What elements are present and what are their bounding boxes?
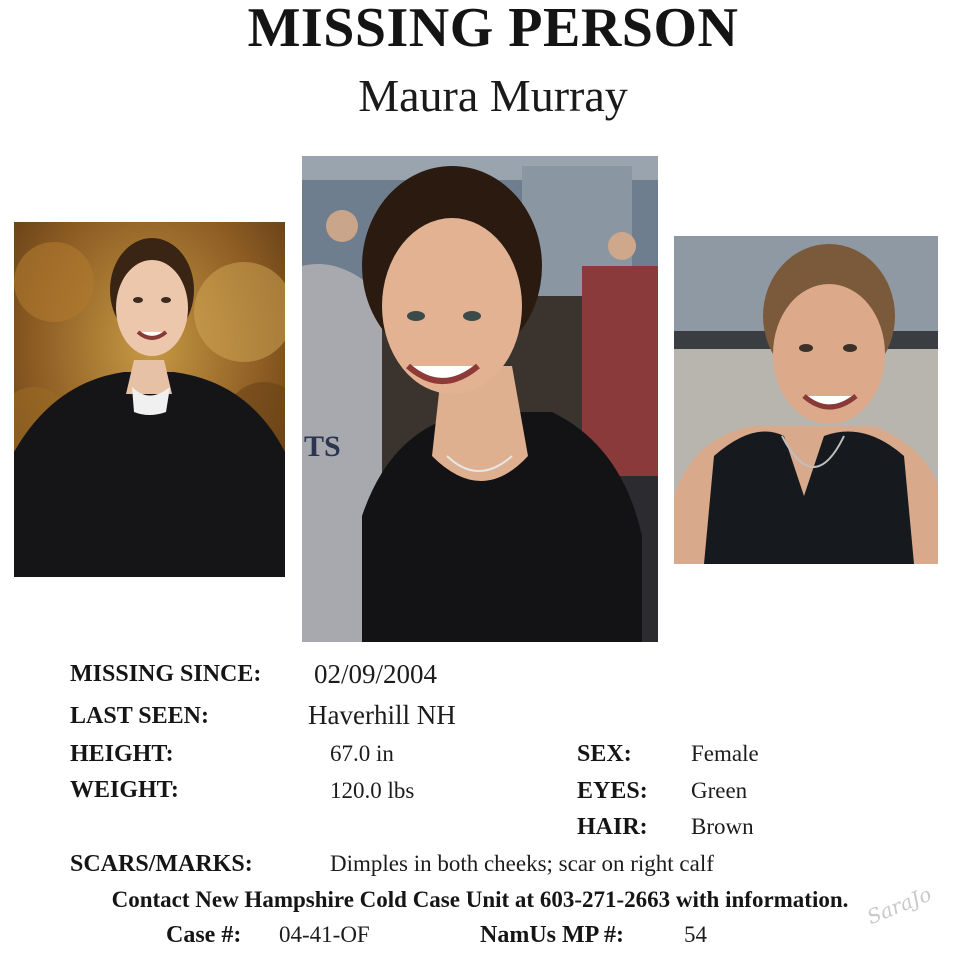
eyes-value: Green: [691, 778, 748, 803]
poster-title: MISSING PERSON: [247, 0, 739, 59]
photo-right: [674, 236, 938, 564]
case-number: 04-41-OF: [279, 922, 370, 947]
namus-label: NamUs MP #:: [480, 922, 624, 948]
shirt-print-text: TS: [304, 430, 341, 463]
eyes-label: EYES:: [577, 778, 648, 804]
sex-label: SEX:: [577, 741, 632, 767]
missing-since-value: 02/09/2004: [314, 659, 438, 689]
last-seen-value: Haverhill NH: [308, 700, 456, 730]
photo-left: [14, 222, 285, 577]
weight-value: 120.0 lbs: [330, 778, 415, 803]
case-label: Case #:: [166, 922, 242, 948]
weight-label: WEIGHT:: [70, 777, 179, 803]
scars-value: Dimples in both cheeks; scar on right calf: [330, 851, 714, 876]
hair-label: HAIR:: [577, 814, 648, 840]
photo-center: [302, 156, 658, 642]
hair-value: Brown: [691, 814, 754, 839]
namus-number: 54: [684, 922, 707, 947]
scars-label: SCARS/MARKS:: [70, 851, 253, 877]
missing-since-label: MISSING SINCE:: [70, 661, 262, 687]
person-name: Maura Murray: [358, 70, 628, 121]
sex-value: Female: [691, 741, 759, 766]
last-seen-label: LAST SEEN:: [70, 703, 209, 729]
contact-line: Contact New Hampshire Cold Case Unit at 603-271-2663 with information.: [111, 887, 849, 912]
height-value: 67.0 in: [330, 741, 394, 766]
height-label: HEIGHT:: [70, 741, 174, 767]
signature-watermark: SaraJo: [863, 881, 935, 930]
